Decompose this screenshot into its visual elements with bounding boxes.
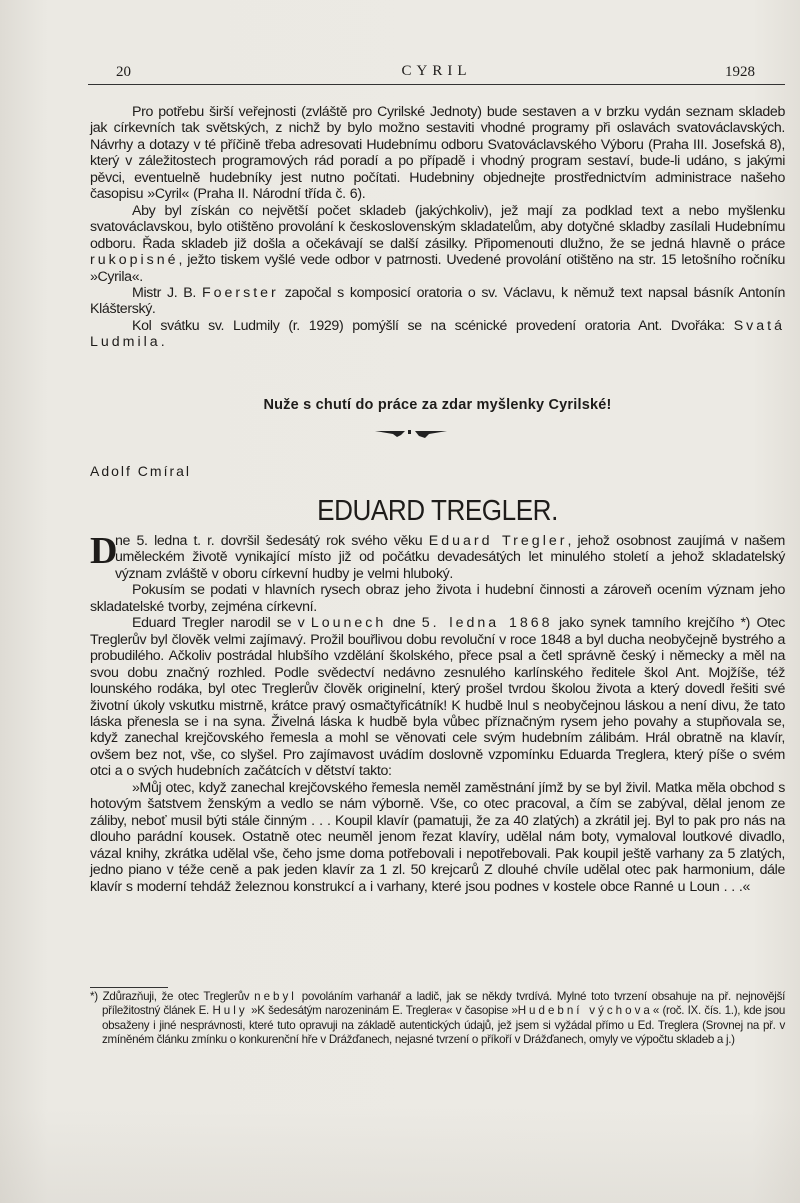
closing-exclamation: Nuže s chutí do práce za zdar myšlenky Cyrilské!: [263, 397, 612, 413]
running-header: [88, 62, 785, 85]
ornament-divider-icon: [375, 428, 447, 440]
spaced-emphasis: Svatá Ludmila: [90, 317, 785, 351]
paragraph: [90, 530, 785, 582]
spaced-emphasis: Lounech: [310, 615, 387, 632]
footnote-divider: [90, 987, 168, 988]
journal-title: CYRIL: [401, 63, 472, 79]
text-run: Kol svátku sv. Ludmily (r. 1929) pomýšlí se na scénické provedení oratoria Ant. Dvořáka:: [132, 317, 734, 334]
year: 1928: [725, 64, 755, 80]
text-run: Eduard Tregler narodil se v: [132, 615, 311, 632]
spaced-emphasis: Foerster: [201, 284, 279, 301]
announcements-section: [90, 104, 785, 351]
text-run: ne 5. ledna t. r. dovršil šedesátý rok svého věku: [115, 533, 429, 549]
text-run: »K šedesátým narozeninám E. Treglera« v časopise »: [247, 1004, 518, 1018]
text-run: jako synek tamního krejčího *) Otec Treglerův byl člověk velmi zajímavý. Prožil bouřlivou dobu revoluční v roce 1848 a byl ducha neobyčejně bystrého a probudilého. Ačkoliv postrádal hlubšího vzdělání školského, přece psal a četl správně český i německy a měl na svou dobu značný rozhled. Podle svědectví nedávno zesnulého karlínského ředitele škol Ant. Mojžíše, též lounského rodáka, byl otec Treglerův člověk originelní, který prošel tvrdou školou života a který dovedl řešiti své životní úkoly vskutku mistrně, krátce pravý osmačtyřicátník! K hudbě lnul s neobyčejnou láskou a není divu, že tato láska přenesla se i na syna. Živelná láska k hudbě byla vůbec příznačným rysem jeho povahy a stupňovala se, když zanechal krejčovského řemesla a mohl se věnovati cele svým hudebním zálibám. Hrál obratně na klavír, ovšem bez not, vše, co slyšel. Pro zajímavost uvádím doslovně vzpomínku Eduarda Treglera, který píše o svém otci a o svých hudebních začátcích v dětství takto:: [90, 615, 786, 780]
footnote: [90, 990, 785, 1048]
text-run: Pro potřebu širší veřejnosti (zvláště pro Cyrilské Jednoty) bude sestaven a v brzku vydán seznam skladeb jak církevních tak světských, z nichž by bylo možno sestaviti vhodné programy při oslavách svatováclavských. Návrhy a dotazy v té příčině třeba adresovati Hudebnímu odboru Svatováclavského Výboru (Praha III. Josefská 8), který v záležitostech programových rád poradí a po případě i vhodný program sestaví, bude-li udáno, s jakými pěvci, eventuelně hudebníky jest nutno počítati. Hudebniny objednejte prostřednictvím administrace našeho časopisu »Cyril« (Praha II. Národní třída č. 6).: [90, 104, 785, 203]
text-run: povoláním varhanář a ladič, jak se někdy tvrdívá. Mylné toto tvrzení obsahuje na př. nejnovější příležitostný článek E.: [102, 990, 785, 1018]
text-run: Aby byl získán co největší počet skladeb (jakýchkoliv), jež mají za podklad text a nebo myšlenku svatováclavskou, bylo otištěno provolání k československým skladatelům, aby dotyčné skladby zasílali Hudebnímu odboru. Řada skladeb již došla a očekávají se další zásilky. Připomenouti dlužno, že se jedná hlavně o práce: [90, 202, 785, 252]
spaced-emphasis: Hudební výchova: [517, 1004, 653, 1018]
text-run: započal s komposicí oratoria o sv. Václavu, k němuž text napsal básník Antonín Klášterský.: [90, 284, 785, 318]
paragraph: [90, 203, 785, 285]
spaced-emphasis: nebyl: [254, 990, 297, 1003]
spaced-emphasis: Eduard Tregler: [428, 533, 568, 549]
text-run: Mistr J. B.: [132, 284, 202, 301]
page-number: 20: [116, 64, 131, 80]
footnote-paragraph: [90, 990, 785, 1048]
paragraph: [90, 615, 785, 780]
paragraph: [90, 582, 785, 615]
text-run: , jehož osobnost zaujímá v našem uměleckém životě vynikající místo již od počátku devadesátých let minulého století a jehož skladatelský význam zvláště v oboru církevní hudby je velmi hluboký.: [115, 533, 785, 582]
text-run: , ježto tiskem vyšlé vede odbor v patrnosti. Uvedené provolání otištěno na str. 15 letošního ročníku »Cyrila«.: [90, 252, 785, 285]
text-run: « (roč. IX. čís. 1.), kde jsou obsaženy i jiné nesprávnosti, které tuto opravuji na základě autentických údajů, jež jsem si vyžádal přímo u Ed. Treglera (Srovnej na př. v zmíněném článku zmínku o konkurenční hře v Drážďanech, nejasné tvrzení o příkoří v Drážďanech, omyly ve výpočtu skladeb a j.): [102, 1004, 785, 1047]
text-run: *) Zdůrazňuji, že otec Treglerův: [90, 990, 255, 1003]
text-run: Pokusím se podati v hlavních rysech obraz jeho života i hudební činnosti a zároveň ocením význam jeho skladatelské tvorby, zejména církevní.: [90, 582, 785, 615]
paragraph: [90, 318, 785, 351]
paragraph: [90, 780, 785, 895]
article-title: EDUARD TREGLER.: [317, 495, 558, 527]
article-author: Adolf Cmíral: [90, 463, 192, 479]
paragraph: [90, 104, 785, 203]
text-run: »Můj otec, když zanechal krejčovského řemesla neměl zaměstnání jímž by se byl živil. Matka měla obchod s hotovým šatstvem ženským a vedlo se nám výborně. Vše, co otec pracoval, a čím se zabýval, dělal jenom ze záliby, neboť musil býti stále činným . . . Koupil klavír (pamatuji, že za 40 zlatých) a zkrátil jej. Byl to pak pro nás na dlouho parádní kousek. Ostatně otec neuměl jenom řezat klavíry, udělal nám boty, vymaloval loutkové divadlo, vázal knihy, zkrátka udělal vše, čeho jsme doma potřebovali i nepotřebovali. Pak koupil ještě varhany za 5 zlatých, jedno piano v téže ceně a pak jeden klavír za 1 zl. 50 krejcarů Z dlouhé chvíle udělal otec pak harmonium, dále klavír s moderní tehdáž železnou konstrukcí a i varhany, které jsou podnes v kostele obce Ranné u Loun . . .«: [90, 779, 785, 895]
paragraph: [90, 285, 785, 318]
spaced-emphasis: 5. ledna 1868: [421, 615, 553, 632]
text-run: dne: [386, 615, 422, 632]
text-run: .: [160, 334, 165, 351]
spaced-emphasis: rukopisné: [90, 252, 179, 269]
page-bottom-shading: [0, 1108, 800, 1203]
drop-cap: D: [90, 530, 118, 572]
spaced-emphasis: Huly: [212, 1004, 248, 1018]
article-body: [90, 530, 786, 895]
